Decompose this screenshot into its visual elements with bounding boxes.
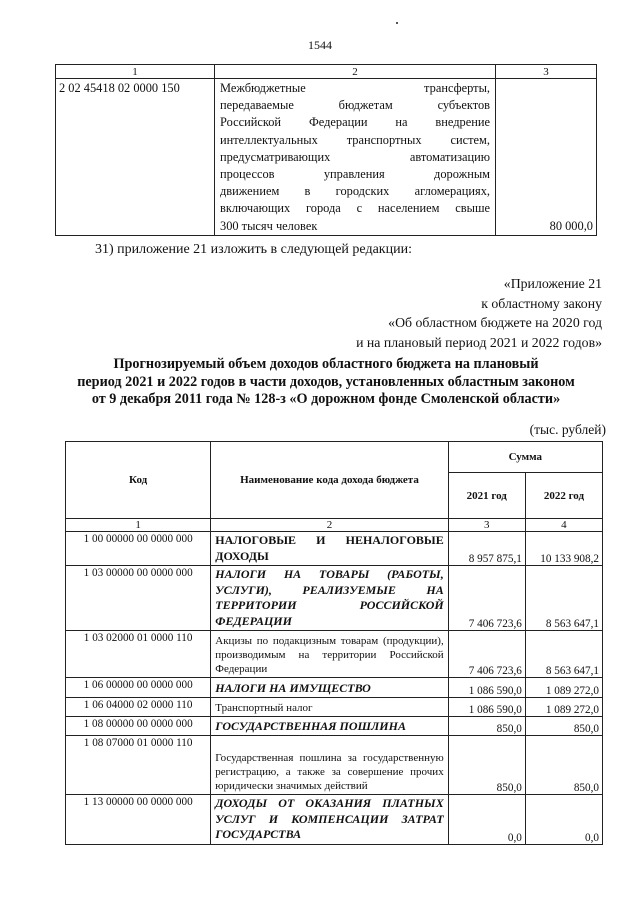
row-value-2021: 850,0 bbox=[448, 736, 525, 795]
title-line: период 2021 и 2022 годов в части доходов, установленных областным законом bbox=[77, 373, 575, 390]
table-row bbox=[66, 678, 603, 698]
index-cell: 2 bbox=[211, 519, 448, 532]
row-code: 1 08 00000 00 0000 000 bbox=[66, 717, 211, 736]
table-row bbox=[66, 717, 603, 736]
row-name: НАЛОГИ НА ТОВАРЫ (РАБОТЫ, УСЛУГИ), РЕАЛИЗУЕМЫЕ НА ТЕРРИТОРИИ РОССИЙСКОЙ ФЕДЕРАЦИИ bbox=[211, 566, 448, 631]
index-cell: 4 bbox=[525, 519, 602, 532]
appendix-line: и на плановый период 2021 и 2022 годов» bbox=[356, 334, 602, 350]
header-year-2021: 2021 год bbox=[448, 473, 525, 519]
col-header-2: 2 bbox=[215, 65, 496, 79]
row-code: 1 13 00000 00 0000 000 bbox=[66, 795, 211, 845]
row-value-2022: 1 089 272,0 bbox=[525, 678, 602, 698]
index-cell: 1 bbox=[66, 519, 211, 532]
row-value-2021: 850,0 bbox=[448, 717, 525, 736]
scan-speck bbox=[396, 22, 398, 24]
income-sum: 80 000,0 bbox=[496, 79, 597, 236]
title-line: Прогнозируемый объем доходов областного бюджета на плановый bbox=[113, 356, 539, 372]
row-value-2022: 8 563 647,1 bbox=[525, 631, 602, 678]
continuation-table bbox=[55, 64, 597, 236]
page-number: 1544 bbox=[308, 38, 332, 52]
units-label: (тыс. рублей) bbox=[529, 422, 606, 437]
name-line: Межбюджетные трансферты, bbox=[220, 81, 490, 95]
header-row-1 bbox=[66, 442, 603, 473]
row-code: 1 03 02000 01 0000 110 bbox=[66, 631, 211, 678]
amendment-item: 31) приложение 21 изложить в следующей редакции: bbox=[95, 242, 412, 257]
header-name: Наименование кода дохода бюджета bbox=[211, 442, 448, 519]
revenue-table bbox=[65, 441, 603, 845]
row-code: 1 08 07000 01 0000 110 bbox=[66, 736, 211, 795]
row-value-2022: 1 089 272,0 bbox=[525, 698, 602, 717]
appendix-heading bbox=[356, 274, 602, 352]
income-code: 2 02 45418 02 0000 150 bbox=[56, 79, 215, 236]
name-line: движением в городских агломерациях, bbox=[220, 184, 490, 199]
row-value-2021: 7 406 723,6 bbox=[448, 631, 525, 678]
row-value-2022: 0,0 bbox=[525, 795, 602, 845]
table-row bbox=[66, 532, 603, 566]
index-row bbox=[66, 519, 603, 532]
name-line: включающих города с населением свыше bbox=[220, 201, 490, 216]
row-code: 1 03 00000 00 0000 000 bbox=[66, 566, 211, 631]
row-value-2021: 8 957 875,1 bbox=[448, 532, 525, 566]
name-line: предусматривающих автоматизацию bbox=[220, 149, 490, 164]
appendix-line: «Приложение 21 bbox=[503, 276, 602, 291]
row-value-2022: 8 563 647,1 bbox=[525, 566, 602, 631]
row-code: 1 00 00000 00 0000 000 bbox=[66, 532, 211, 566]
row-name: ГОСУДАРСТВЕННАЯ ПОШЛИНА bbox=[211, 717, 448, 736]
row-code: 1 06 04000 02 0000 110 bbox=[66, 698, 211, 717]
table-row bbox=[56, 79, 597, 236]
table-row bbox=[66, 698, 603, 717]
row-value-2021: 1 086 590,0 bbox=[448, 698, 525, 717]
name-line: 300 тысяч человек bbox=[220, 218, 318, 233]
header-year-2022: 2022 год bbox=[525, 473, 602, 519]
table-row bbox=[66, 631, 603, 678]
row-name: НАЛОГОВЫЕ И НЕНАЛОГОВЫЕ ДОХОДЫ bbox=[211, 532, 448, 566]
header-sum: Сумма bbox=[448, 442, 602, 473]
continuation-table-header bbox=[56, 65, 597, 79]
income-name bbox=[215, 79, 496, 236]
name-line: процессов управления дорожным bbox=[220, 167, 490, 182]
row-value-2022: 850,0 bbox=[525, 717, 602, 736]
header-code: Код bbox=[66, 442, 211, 519]
row-value-2021: 7 406 723,6 bbox=[448, 566, 525, 631]
table-row bbox=[66, 566, 603, 631]
table-row bbox=[66, 736, 603, 795]
title-line: от 9 декабря 2011 года № 128-з «О дорожном фонде Смоленской области» bbox=[91, 391, 561, 408]
col-header-1: 1 bbox=[56, 65, 215, 79]
row-value-2022: 850,0 bbox=[525, 736, 602, 795]
row-value-2022: 10 133 908,2 bbox=[525, 532, 602, 566]
row-name: Государственная пошлина за государственную регистрацию, а также за совершение прочих юридически значимых действий bbox=[211, 736, 448, 795]
name-line: передаваемые бюджетам субъектов bbox=[220, 98, 490, 113]
appendix-line: «Об областном бюджете на 2020 год bbox=[388, 315, 602, 330]
row-value-2021: 0,0 bbox=[448, 795, 525, 845]
name-line: Российской Федерации на внедрение bbox=[220, 115, 490, 130]
document-title bbox=[40, 356, 612, 409]
row-name: Транспортный налог bbox=[211, 698, 448, 717]
table-row bbox=[66, 795, 603, 845]
name-line: интеллектуальных транспортных систем, bbox=[220, 132, 490, 147]
row-value-2021: 1 086 590,0 bbox=[448, 678, 525, 698]
index-cell: 3 bbox=[448, 519, 525, 532]
row-name: Акцизы по подакцизным товарам (продукции), производимым на территории Российской Федерации bbox=[211, 631, 448, 678]
row-code: 1 06 00000 00 0000 000 bbox=[66, 678, 211, 698]
col-header-3: 3 bbox=[496, 65, 597, 79]
row-name: ДОХОДЫ ОТ ОКАЗАНИЯ ПЛАТНЫХ УСЛУГ И КОМПЕНСАЦИИ ЗАТРАТ ГОСУДАРСТВА bbox=[211, 795, 448, 845]
appendix-line: к областному закону bbox=[481, 295, 602, 311]
row-name: НАЛОГИ НА ИМУЩЕСТВО bbox=[211, 678, 448, 698]
